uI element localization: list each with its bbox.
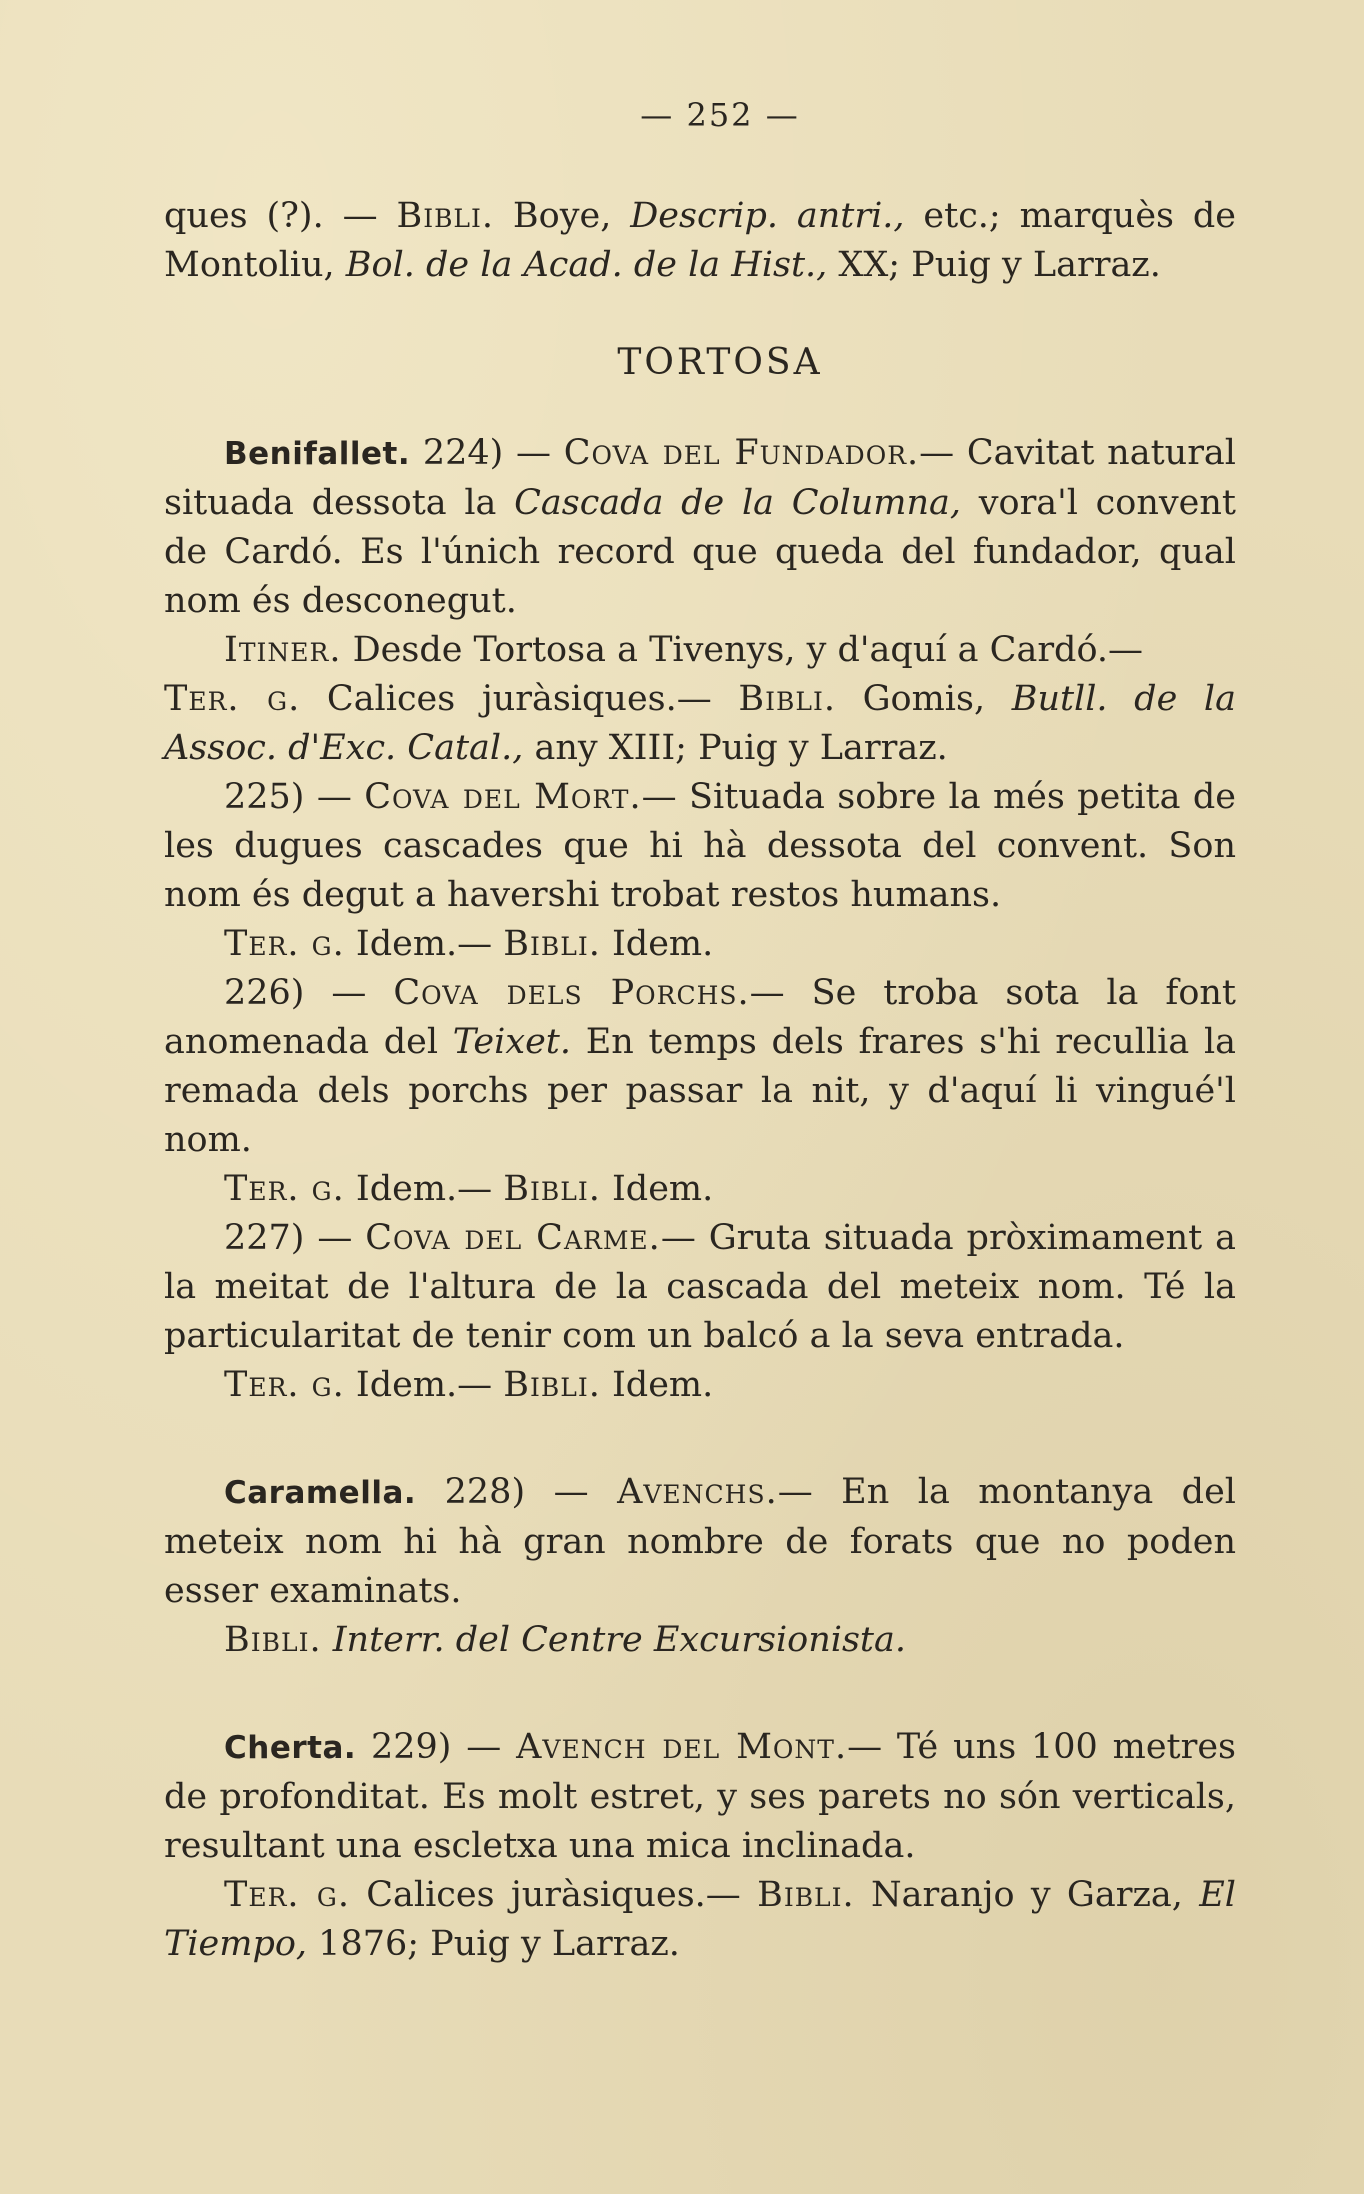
terrain-bibliography-226: [164, 1165, 1236, 1214]
terrain-text: Idem.—: [344, 1365, 504, 1405]
bibli-text: any XIII; Puig y Larraz.: [523, 728, 948, 768]
bibli-text: Naranjo y Garza,: [854, 1875, 1200, 1915]
terrain-bibliography-225: [164, 920, 1236, 969]
section-spacer: [164, 1665, 1236, 1723]
entry-number: 227) —: [224, 1218, 366, 1258]
citation-title: El Tiempo,: [164, 1875, 1236, 1964]
bibli-label: Bibli.: [396, 196, 495, 236]
terrain-label: Ter. g.: [224, 1875, 350, 1915]
citation-title: Interr. del Centre Excursionista.: [321, 1620, 906, 1660]
cave-name: Avenchs.: [617, 1472, 778, 1512]
place-name: Caramella.: [224, 1475, 417, 1511]
entry-text: — Situada sobre la més petita de les dugues cascades que hi hà dessota del convent. Son nom és degut a havershi trobat restos humans.: [164, 777, 1236, 915]
terrain-bibliography-224: [164, 675, 1236, 773]
citation-title: Descrip. antri.,: [630, 196, 905, 236]
terrain-text: Calices juràsiques.—: [349, 1875, 758, 1915]
entry-229: [164, 1723, 1236, 1871]
intro-text: XX; Puig y Larraz.: [827, 245, 1161, 285]
entry-text: — Gruta situada pròximament a la meitat de l'altura de la cascada del meteix nom. Té la particularitat de tenir com un balcó a la seva entrada.: [164, 1218, 1237, 1356]
intro-text: ques (?). —: [164, 196, 397, 236]
entry-number: 224) —: [410, 433, 564, 473]
intro-text: Boye,: [494, 196, 631, 236]
bibli-label: Bibli.: [757, 1875, 855, 1915]
intro-paragraph: [164, 192, 1236, 290]
bibli-text: 1876; Puig y Larraz.: [307, 1924, 680, 1964]
entry-number: 225) —: [224, 777, 365, 817]
entry-225: [164, 773, 1236, 920]
bibli-label: Bibli.: [503, 1169, 601, 1209]
terrain-bibliography-229: [164, 1871, 1236, 1969]
cave-name: Cova del Carme.: [365, 1218, 661, 1258]
itinerary-line: [164, 626, 1236, 675]
entry-number: 229) —: [356, 1727, 517, 1767]
terrain-bibliography-227: [164, 1361, 1236, 1410]
cave-name: Avench del Mont.: [516, 1727, 848, 1767]
entry-224: [164, 429, 1236, 626]
terrain-label: Ter. g.: [224, 1169, 345, 1209]
citation-title: Bol. de la Acad. de la Hist.,: [345, 245, 828, 285]
terrain-label: Ter. g.: [224, 924, 345, 964]
entry-text: vora'l convent de Cardó. Es l'únich record que queda del fundador, qual nom és desconegut.: [164, 483, 1236, 621]
section-spacer: [164, 1410, 1236, 1468]
book-page: [164, 96, 1236, 1969]
entry-text: — Cavitat natural situada dessota la: [164, 433, 1236, 523]
terrain-text: Idem.—: [344, 1169, 504, 1209]
cave-name: Cova dels Porchs.: [393, 973, 750, 1013]
itiner-text: Desde Tortosa a Tivenys, y d'aquí a Cardó.—: [341, 630, 1144, 670]
entry-text: — Se troba sota la font anomenada del: [164, 973, 1236, 1062]
bibli-label: Bibli.: [738, 679, 836, 719]
section-heading: TORTOSA: [617, 342, 823, 383]
entry-number: 226) —: [224, 973, 394, 1013]
bibli-text: Idem.: [600, 924, 714, 964]
entry-text: — En la montanya del meteix nom hi hà gran nombre de forats que no poden esser examinats.: [164, 1472, 1236, 1611]
itiner-label: Itiner.: [224, 630, 342, 670]
cave-name: Cova del Fundador.: [563, 433, 920, 473]
entry-228: [164, 1468, 1236, 1616]
entry-text: En temps dels frares s'hi recullia la remada dels porchs per passar la nit, y d'aquí li vingué'l nom.: [164, 1022, 1237, 1160]
intro-text: etc.; marquès de Montoliu,: [164, 196, 1237, 285]
italic-text: Cascada de la Columna,: [514, 483, 962, 523]
place-name: Cherta.: [224, 1730, 357, 1766]
page-number: — 252 —: [640, 96, 800, 134]
entry-227: [164, 1214, 1236, 1361]
citation-title: Butll. de la Assoc. d'Exc. Catal.,: [164, 679, 1236, 768]
place-name: Benifallet.: [224, 436, 411, 472]
bibli-label: Bibli.: [224, 1620, 322, 1660]
italic-text: Teixet.: [452, 1022, 571, 1062]
bibli-text: Gomis,: [835, 679, 1012, 719]
terrain-label: Ter. g.: [164, 679, 301, 719]
entry-text: — Té uns 100 metres de profonditat. Es molt estret, y ses parets no són verticals, resultant una escletxa una mica inclinada.: [164, 1727, 1236, 1866]
bibliography-228: [164, 1616, 1236, 1665]
entry-226: [164, 969, 1236, 1165]
bibli-label: Bibli.: [503, 1365, 601, 1405]
bibli-text: Idem.: [600, 1169, 714, 1209]
bibli-text: Idem.: [600, 1365, 714, 1405]
terrain-text: Calices juràsiques.—: [300, 679, 739, 719]
bibli-label: Bibli.: [503, 924, 601, 964]
terrain-text: Idem.—: [344, 924, 504, 964]
terrain-label: Ter. g.: [224, 1365, 345, 1405]
entry-number: 228) —: [416, 1472, 618, 1512]
cave-name: Cova del Mort.: [364, 777, 642, 817]
